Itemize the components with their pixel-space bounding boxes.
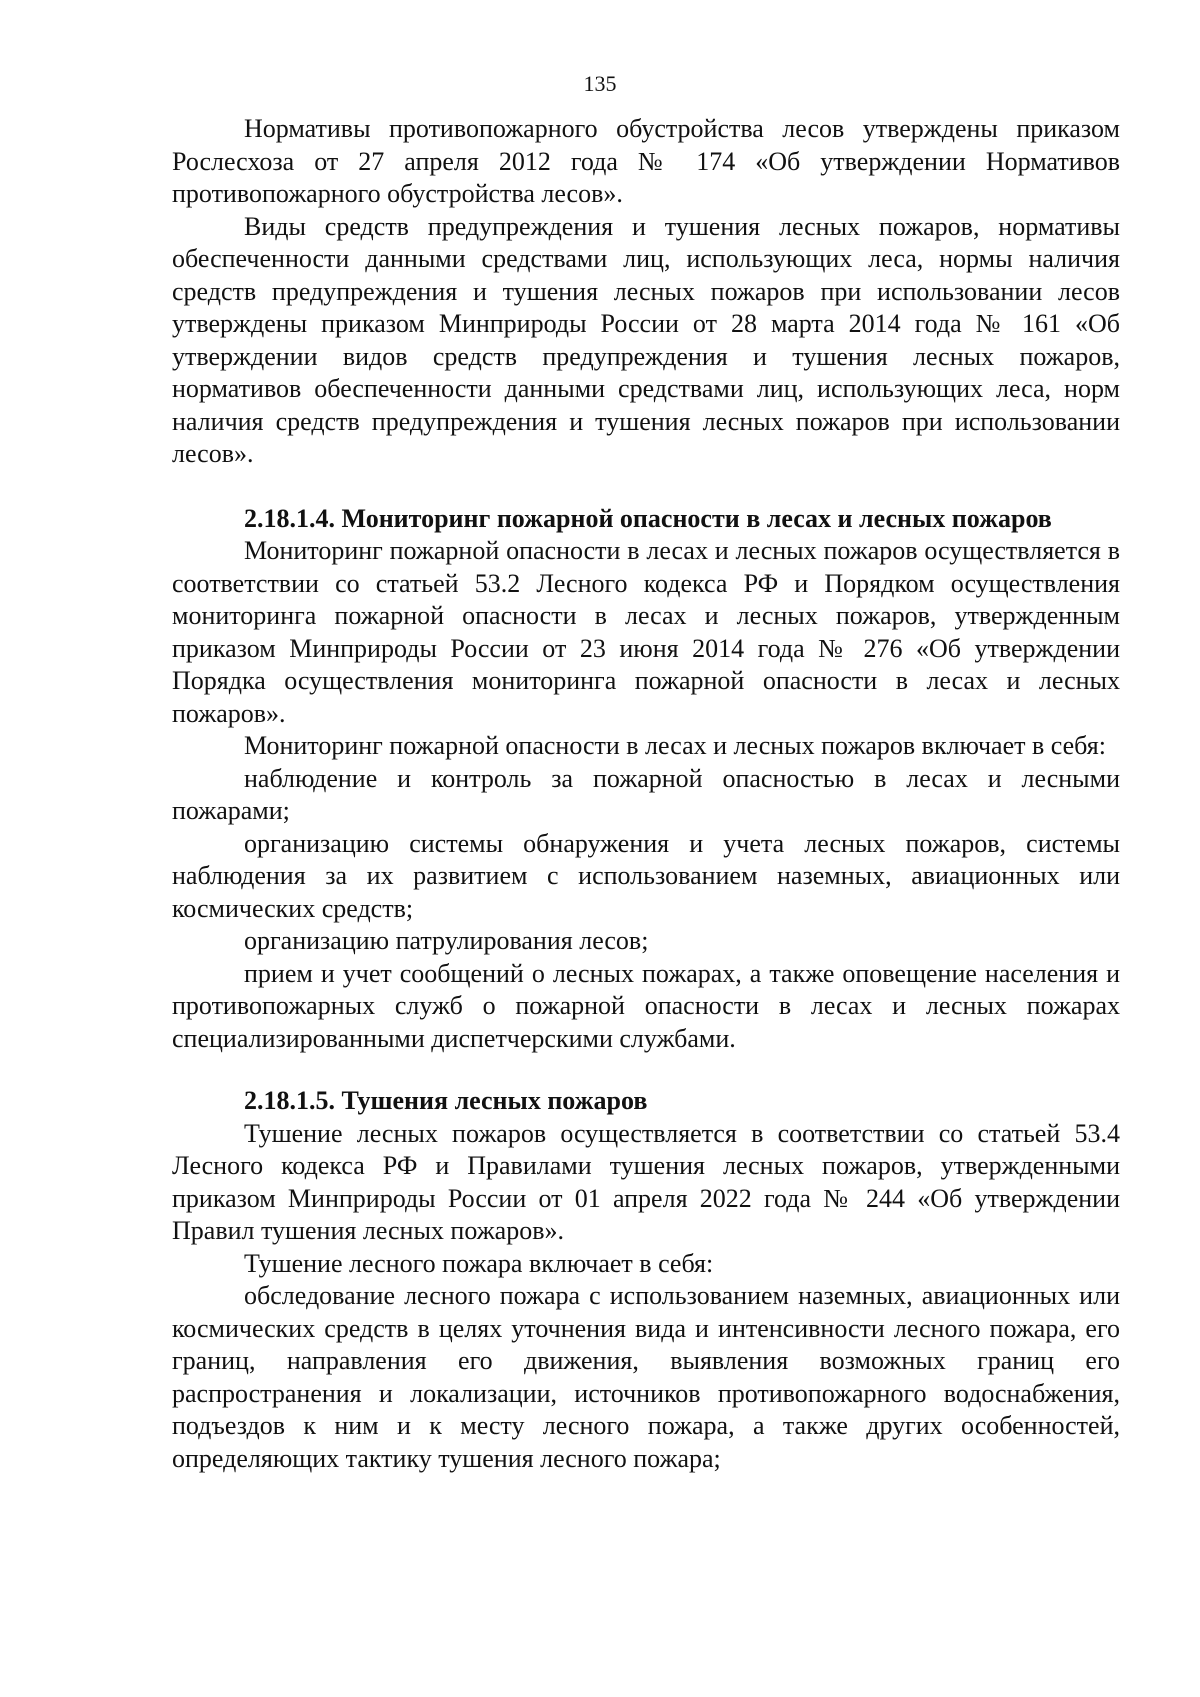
paragraph-fire-arrangement-norms: Нормативы противопожарного обустройства лесов утверждены приказом Рослесхоза от 27 апреля 2012 года № 174 «Об утверждении Нормативов противопожарного обустройства лесов». [172, 114, 1120, 208]
paragraph-extinguishing-basis: Тушение лесных пожаров осуществляется в соответствии со статьей 53.4 Лесного кодекса РФ и Правилами тушения лесных пожаров, утвержденными приказом Минприроды России от 01 апреля 2022 года № 244 «Об утверждении Правил тушения лесных пожаров». [172, 1118, 1120, 1245]
section-heading-monitoring: 2.18.1.4. Мониторинг пожарной опасности в лесах и лесных пожаров [244, 503, 1052, 533]
page-number: 135 [583, 71, 617, 96]
section-heading-extinguishing: 2.18.1.5. Тушения лесных пожаров [244, 1086, 648, 1115]
paragraph-monitoring-includes: Мониторинг пожарной опасности в лесах и лесных пожаров включает в себя: [244, 731, 1106, 760]
list-item-patrolling: организацию патрулирования лесов; [244, 926, 649, 955]
list-item-reports-notification: прием и учет сообщений о лесных пожарах, а также оповещение населения и противопожарных служб о пожарной опасности в лесах и лесных пожарах специализированными диспетчерскими службами. [172, 958, 1120, 1053]
paragraph-monitoring-basis: Мониторинг пожарной опасности в лесах и лесных пожаров осуществляется в соответствии со статьей 53.2 Лесного кодекса РФ и Порядком осуществления мониторинга пожарной опасности в лесах и лесных пожаров, утвержденным приказом Минприроды России от 23 июня 2014 года № 276 «Об утверждении Порядка осуществления мониторинга пожарной опасности в лесах и лесных пожаров». [172, 536, 1120, 728]
list-item-detection-system: организацию системы обнаружения и учета лесных пожаров, системы наблюдения за их развитием с использованием наземных, авиационных или космических средств; [172, 828, 1120, 923]
list-item-fire-survey: обследование лесного пожара с использованием наземных, авиационных или космических средств в целях уточнения вида и интенсивности лесного пожара, его границ, направления его движения, выявления возможных границ его распространения и локализации, источников противопожарного водоснабжения, подъездов к ним и к месту лесного пожара, а также других особенностей, определяющих тактику тушения лесного пожара; [172, 1281, 1120, 1473]
list-item-observation: наблюдение и контроль за пожарной опасностью в лесах и лесными пожарами; [172, 763, 1120, 825]
document-body [172, 113, 1120, 1475]
paragraph-prevention-means: Виды средств предупреждения и тушения лесных пожаров, нормативы обеспеченности данными средствами лиц, использующих леса, нормы наличия средств предупреждения и тушения лесных пожаров при использовании лесов утверждены приказом Минприроды России от 28 марта 2014 года № 161 «Об утверждении видов средств предупреждения и тушения лесных пожаров, нормативов обеспеченности данными средствами лиц, использующих леса, норм наличия средств предупреждения и тушения лесных пожаров при использовании лесов». [172, 211, 1120, 468]
paragraph-extinguishing-includes: Тушение лесного пожара включает в себя: [244, 1248, 714, 1278]
